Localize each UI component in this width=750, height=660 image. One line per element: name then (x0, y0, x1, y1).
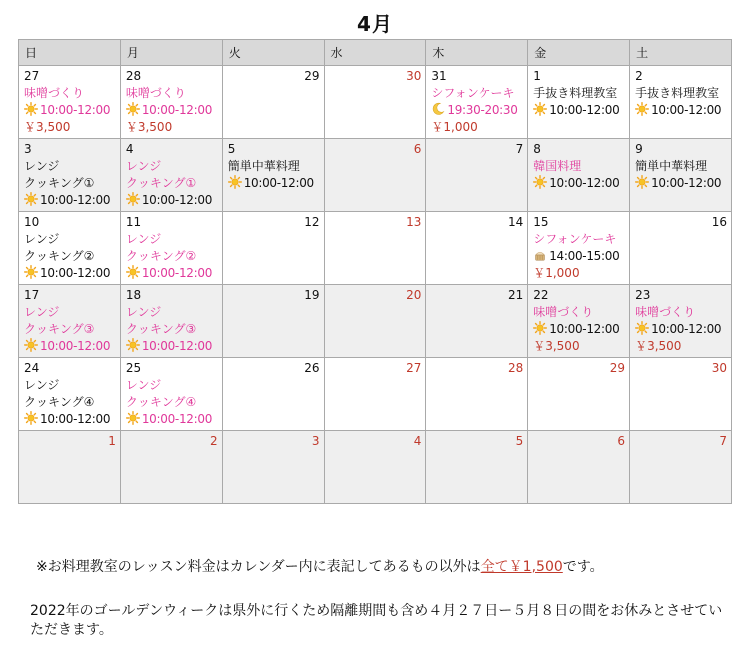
day-number: 6 (617, 434, 626, 448)
day-number: 20 (406, 288, 422, 302)
event-time-row (533, 102, 625, 119)
lesson-fee-note (36, 556, 604, 576)
lesson-fee-highlight: 全て￥1,500 (480, 559, 563, 575)
event-time: 10:00-12:00 (40, 339, 111, 353)
lesson-fee-note-prefix: ※お料理教室のレッスン料金はカレンダー内に表記してあるもの以外は (36, 559, 481, 575)
day-number: 31 (431, 69, 447, 83)
day-cell[interactable] (528, 212, 630, 285)
day-cell[interactable] (324, 358, 426, 431)
event-title[interactable]: 簡単中華料理 (635, 159, 708, 173)
event-title[interactable]: 韓国料理 (533, 159, 582, 173)
day-cell[interactable] (19, 212, 121, 285)
sun-icon (126, 338, 140, 352)
day-number: 1 (533, 69, 541, 83)
sun-icon (126, 411, 140, 425)
event-title[interactable]: レンジ (24, 305, 60, 319)
event-price: ￥3,500 (635, 339, 682, 353)
day-number: 27 (24, 69, 40, 83)
event-title[interactable]: レンジ (24, 159, 60, 173)
day-number: 26 (304, 361, 320, 375)
day-cell[interactable] (19, 285, 121, 358)
day-number: 6 (413, 142, 422, 156)
event-price: ￥1,000 (431, 120, 478, 134)
day-number: 11 (125, 215, 142, 229)
event-time: 10:00-12:00 (141, 193, 213, 207)
day-cell[interactable] (222, 139, 324, 212)
day-number: 29 (609, 361, 626, 375)
day-cell[interactable] (222, 285, 324, 358)
calendar-body (19, 66, 732, 504)
day-cell[interactable] (120, 431, 222, 504)
day-number: 3 (24, 142, 32, 156)
weekday-header-wed: 水 (324, 40, 426, 66)
day-number: 30 (711, 361, 727, 375)
day-cell[interactable] (120, 212, 222, 285)
cake-icon (533, 248, 547, 262)
event-time: 10:00-12:00 (141, 339, 213, 353)
day-number: 28 (125, 69, 142, 83)
weekday-header-fri: 金 (528, 40, 630, 66)
calendar-week-row (19, 212, 732, 285)
event-title[interactable]: レンジ (125, 232, 162, 246)
day-number: 16 (711, 215, 727, 229)
event-price: ￥3,500 (533, 339, 580, 353)
sun-icon (24, 265, 38, 279)
event-price: ￥1,000 (533, 266, 580, 280)
lesson-fee-note-suffix: です。 (562, 559, 604, 575)
day-number: 4 (413, 434, 422, 448)
event-title[interactable]: 味噌づくり (635, 305, 696, 319)
day-number: 1 (108, 434, 116, 448)
event-time-row (635, 321, 727, 338)
weekday-header-sun: 日 (19, 40, 121, 66)
day-cell[interactable] (426, 212, 528, 285)
event-title[interactable]: シフォンケーキ (533, 232, 617, 246)
day-number: 15 (533, 215, 549, 229)
day-cell[interactable] (120, 66, 222, 139)
day-number: 28 (507, 361, 524, 375)
day-cell[interactable] (630, 139, 732, 212)
sun-icon (24, 338, 38, 352)
event-time-row (533, 321, 625, 338)
day-cell[interactable] (426, 139, 528, 212)
day-cell[interactable] (120, 358, 222, 431)
day-number: 12 (304, 215, 320, 229)
calendar-week-row (19, 139, 732, 212)
event-title-line2[interactable]: クッキング② (24, 249, 95, 263)
day-number: 25 (125, 361, 142, 375)
event-title[interactable]: 手抜き料理教室 (533, 86, 618, 100)
day-number: 10 (24, 215, 40, 229)
event-title[interactable]: 味噌づくり (24, 86, 85, 100)
event-title[interactable]: 簡単中華料理 (227, 159, 300, 173)
event-time: 19:30-20:30 (447, 103, 518, 117)
day-number: 14 (507, 215, 524, 229)
event-time: 10:00-12:00 (40, 266, 111, 280)
calendar-week-row (19, 66, 732, 139)
event-title-line2[interactable]: クッキング③ (24, 322, 95, 336)
event-time-row (126, 411, 218, 428)
event-title-line2[interactable]: クッキング③ (125, 322, 197, 336)
event-title-line2[interactable]: クッキング① (24, 176, 95, 190)
weekday-header-tue: 火 (222, 40, 324, 66)
calendar-week-row (19, 285, 732, 358)
event-time-row (126, 102, 218, 119)
day-number: 21 (507, 288, 524, 302)
event-time: 10:00-12:00 (549, 322, 620, 336)
event-time-row (533, 248, 625, 265)
event-title-line2[interactable]: クッキング① (125, 176, 197, 190)
event-time-row (635, 175, 727, 192)
day-cell[interactable] (19, 431, 121, 504)
day-number: 17 (24, 288, 40, 302)
day-number: 2 (210, 434, 218, 448)
event-title[interactable]: 味噌づくり (533, 305, 594, 319)
day-cell[interactable] (324, 66, 426, 139)
event-title[interactable]: レンジ (24, 232, 60, 246)
event-time-row (24, 102, 116, 119)
sun-icon (126, 102, 140, 116)
day-cell[interactable] (426, 66, 528, 139)
event-time: 14:00-15:00 (549, 249, 620, 263)
event-time: 10:00-12:00 (651, 176, 722, 190)
day-cell[interactable] (19, 358, 121, 431)
event-time-row (228, 175, 320, 192)
weekday-header-sat: 土 (630, 40, 732, 66)
page-title: 4月 (357, 12, 393, 36)
day-cell[interactable] (324, 139, 426, 212)
day-number: 19 (304, 288, 320, 302)
event-title[interactable]: 味噌づくり (125, 86, 186, 100)
event-time: 10:00-12:00 (243, 176, 314, 190)
event-time: 10:00-12:00 (40, 412, 111, 426)
day-number: 8 (533, 142, 541, 156)
event-time: 10:00-12:00 (141, 266, 213, 280)
day-cell[interactable] (630, 285, 732, 358)
day-number: 7 (515, 142, 524, 156)
golden-week-note: 2022年のゴールデンウィークは県外に行くため隔離期間も含め４月２７日ー５月８日の間をお休みとさせていただきます。 (30, 603, 723, 638)
sun-icon (635, 102, 649, 116)
sun-icon (533, 102, 547, 116)
day-cell[interactable] (324, 212, 426, 285)
day-number: 30 (406, 69, 422, 83)
day-cell[interactable] (528, 358, 630, 431)
event-time: 10:00-12:00 (141, 412, 213, 426)
day-number: 4 (125, 142, 134, 156)
day-cell[interactable] (222, 431, 324, 504)
calendar-week-row (19, 431, 732, 504)
event-time-row (431, 102, 523, 119)
day-cell[interactable] (19, 139, 121, 212)
event-time: 10:00-12:00 (549, 103, 620, 117)
event-time: 10:00-12:00 (141, 103, 213, 117)
sun-icon (228, 175, 242, 189)
sun-icon (635, 175, 649, 189)
sun-icon (24, 102, 38, 116)
event-time-row (24, 265, 116, 282)
event-time-row (24, 411, 116, 428)
day-number: 2 (635, 69, 643, 83)
day-number: 5 (227, 142, 236, 156)
event-title[interactable]: シフォンケーキ (431, 86, 515, 100)
day-cell[interactable] (324, 431, 426, 504)
day-number: 13 (406, 215, 422, 229)
day-cell[interactable] (324, 285, 426, 358)
day-number: 22 (533, 288, 549, 302)
day-cell[interactable] (222, 66, 324, 139)
day-cell[interactable] (630, 212, 732, 285)
event-time-row (24, 192, 116, 209)
day-number: 7 (719, 434, 727, 448)
event-title[interactable]: 手抜き料理教室 (635, 86, 720, 100)
sun-icon (533, 175, 547, 189)
event-price: ￥3,500 (24, 120, 71, 134)
calendar-grid (18, 39, 732, 504)
day-number: 3 (311, 434, 320, 448)
event-time: 10:00-12:00 (651, 103, 722, 117)
weekday-header-mon: 月 (120, 40, 222, 66)
weekday-header-thu: 木 (426, 40, 528, 66)
day-cell[interactable] (426, 431, 528, 504)
sun-icon (24, 192, 38, 206)
event-time-row (24, 338, 116, 355)
calendar-week-row (19, 358, 732, 431)
sun-icon (635, 321, 649, 335)
weekday-header-row (19, 40, 732, 66)
day-cell[interactable] (630, 66, 732, 139)
event-title[interactable]: レンジ (24, 378, 60, 392)
event-time: 10:00-12:00 (651, 322, 722, 336)
day-number: 29 (304, 69, 320, 83)
event-title[interactable]: レンジ (125, 378, 162, 392)
event-title-line2[interactable]: クッキング② (125, 249, 197, 263)
event-time-row (126, 265, 218, 282)
day-cell[interactable] (528, 431, 630, 504)
event-time-row (533, 175, 625, 192)
day-number: 18 (125, 288, 142, 302)
event-price: ￥3,500 (125, 120, 173, 134)
event-time: 10:00-12:00 (549, 176, 620, 190)
day-cell[interactable] (630, 431, 732, 504)
day-cell[interactable] (222, 212, 324, 285)
moon-icon (431, 102, 445, 116)
sun-icon (24, 411, 38, 425)
sun-icon (126, 192, 140, 206)
day-number: 24 (24, 361, 40, 375)
event-time: 10:00-12:00 (40, 103, 111, 117)
sun-icon (126, 265, 140, 279)
day-cell[interactable] (120, 285, 222, 358)
day-cell[interactable] (426, 285, 528, 358)
day-number: 23 (635, 288, 651, 302)
day-cell[interactable] (19, 66, 121, 139)
day-cell[interactable] (120, 139, 222, 212)
event-title-line2[interactable]: クッキング④ (24, 395, 95, 409)
day-number: 27 (406, 361, 422, 375)
day-cell[interactable] (528, 139, 630, 212)
event-title[interactable]: レンジ (125, 159, 162, 173)
event-time-row (635, 102, 727, 119)
day-cell[interactable] (630, 358, 732, 431)
day-cell[interactable] (426, 358, 528, 431)
event-title[interactable]: レンジ (125, 305, 162, 319)
day-cell[interactable] (528, 66, 630, 139)
event-time-row (126, 192, 218, 209)
event-time-row (126, 338, 218, 355)
event-time: 10:00-12:00 (40, 193, 111, 207)
day-cell[interactable] (222, 358, 324, 431)
day-number: 5 (515, 434, 524, 448)
event-title-line2[interactable]: クッキング④ (125, 395, 197, 409)
day-cell[interactable] (528, 285, 630, 358)
day-number: 9 (635, 142, 643, 156)
sun-icon (533, 321, 547, 335)
